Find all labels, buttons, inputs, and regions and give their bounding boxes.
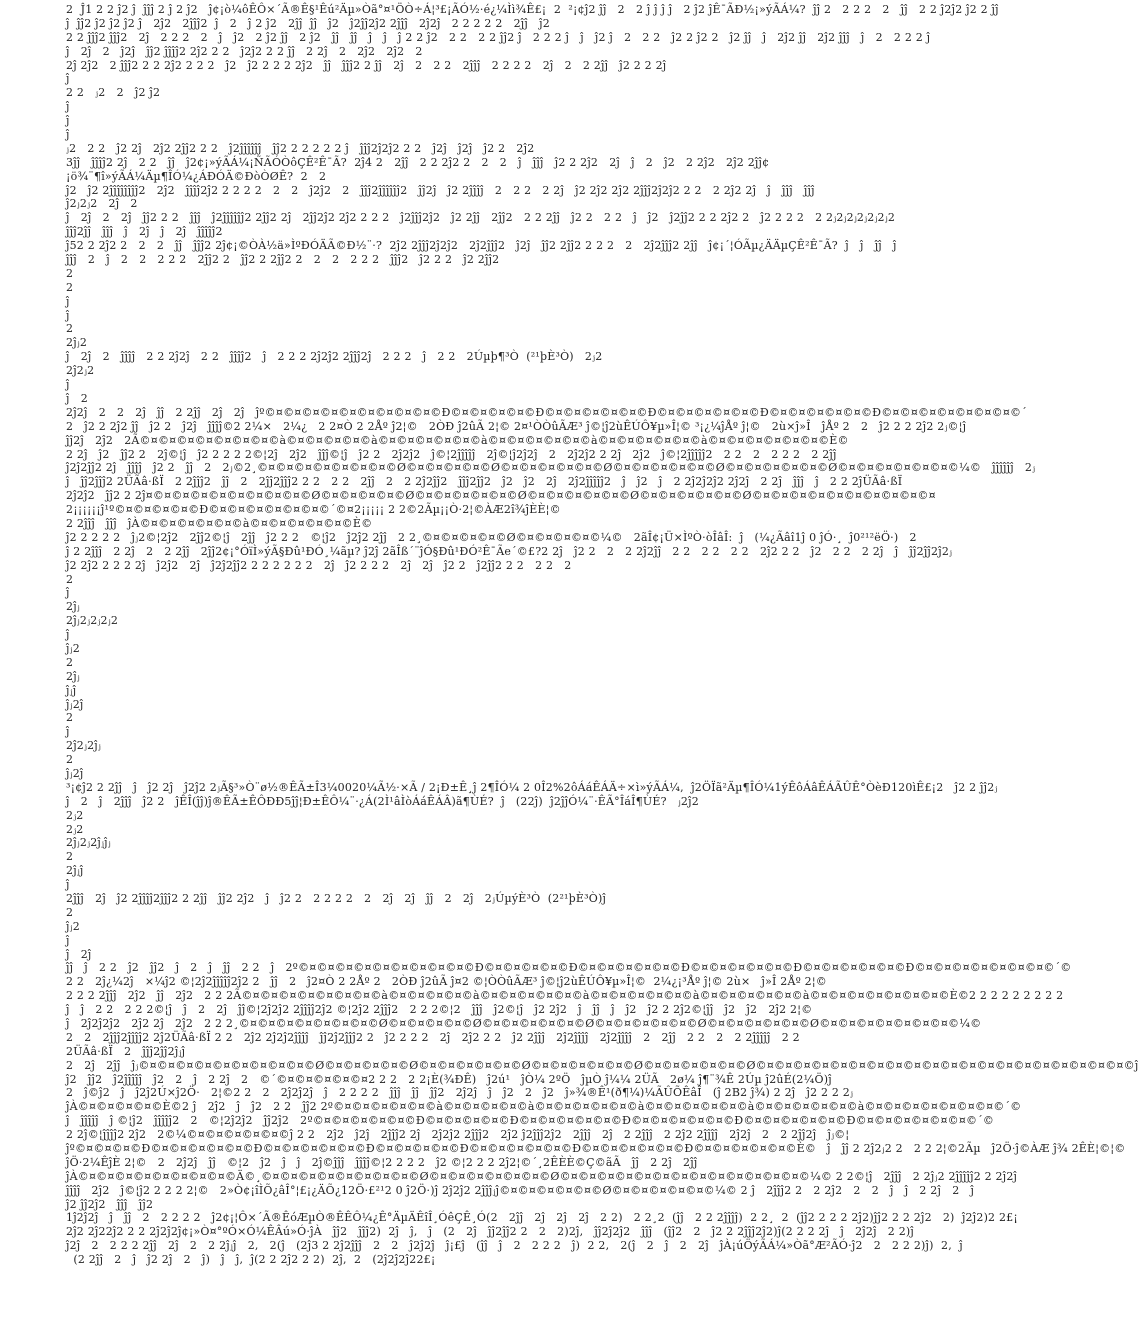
document-line: 2 Ĵ1 2 2 ĵ2 ĵ ĵĵĵ 2 ĵ 2 ĵ2 ĵ¢¡ò¼ôÊÔ×´Ã®Ê§¹Êú²Äµ»Òã°¤¹ÖÒ÷Á¦³£¡ÃÓ½·é¿¼Ìì¾Ê£¡ 2 ²¡¢ĵ2 ĵĵ 2 2 ĵ ĵ ĵ ĵ 2 ĵ2 ĵÊ¯ÃÐ½¡»ýÃÁ¼? ĵĵ 2 2 2 2 2 ĵĵ 2 2 ĵ2ĵ2 ĵ2 2 ĵĵ <box>66 3 999 16</box>
document-line: ĵ ĵĵĵĵĵ ĵ ©¦ĵ2 ĵĵĵĵĵ2 2 ©¦2ĵ2ĵ2 ĵĵ2ĵ2 2º©¤©¤©¤©¤©¤©Ð©¤©¤©¤©¤©Ð©¤©¤©¤©¤©¤©Ð©¤©¤©¤©¤©¤©Ð©¤©¤©¤©¤©¤©Ð©¤©¤©¤©¤©¤©¤©´© <box>66 1114 995 1128</box>
document-line: ĵ2 ĵĵ2ĵ2 ĵĵĵ ĵĵ2 <box>66 1197 154 1211</box>
document-line: ĵ <box>66 72 70 86</box>
document-line: 2ĵⱼ2ⱼ2ĵⱼĵⱼ <box>66 836 111 850</box>
document-line: (2 2ĵĵ 2 ĵ ĵ2 2ĵ 2 ĵ) ĵ ĵ, ĵ(2 2 2ĵ2 2 2) 2ĵ, 2 (2ĵ2ĵ2ĵ22£¡ <box>66 1253 436 1267</box>
document-line: 2ĵ2 2ĵ22ĵ2 2 2 2ĵ2ĵ2ĵ¢¡»Ò¤°ºÓ×Ó¼ÊÂú»Ó·ĵÀ ĵĵ2 ĵĵĵ2) 2ĵ ĵ, ĵ (2 2ĵ ĵĵ2ĵĵ2 2 2 2)2ĵ, ĵĵ2ĵ2ĵ2 ĵĵĵ (ĵĵ2 2 ĵ2 2 2ĵĵĵ2ĵ2)ĵ(2 2 2 2ĵ ĵ 2ĵ2ĵ 2 2)ĵ <box>66 1225 914 1239</box>
document-line: 2ĵ2ĵ 2 2 2ĵ ĵĵ 2 2ĵĵ 2ĵ 2ĵ ĵº©¤©¤©¤©¤©¤©¤©¤©¤©¤©Ð©¤©¤©¤©¤©Ð©¤©¤©¤©¤©¤©Ð©¤©¤©¤©¤©¤©Ð©¤©¤©¤©¤©¤©Ð©¤©¤©¤©¤©¤©¤©¤©´ <box>66 405 1027 419</box>
document-line: ¡ö¾¨¶î»ýÃÁ¼Äµ¶ÎÓ¼¿ÁÐÓÄ©ÐòÒØÊ? 2 2 <box>66 169 327 183</box>
document-line: 2ÜÃâ·ßÏ 2 ĵĵĵ2ĵĵ2ĵⱼĵ <box>66 1044 186 1058</box>
document-line: ĵ52 2 2ĵ2 2 2 2 ĵĵ ĵĵĵ2 2ĵ¢¡©ÒÀ½ä»ÌºÐÓÄÃ©Ð½¨·? 2ĵ2 2ĵĵĵ2ĵ2ĵ2 2ĵ2ĵĵĵ2 ĵ2ĵ ĵĵ2 2ĵĵ2 2 2 2 2 2ĵ2ĵĵĵ2 2ĵĵ ĵ¢¡´¦ÓÃµ¿ÄÄµÇÊ²Ê¯Ã? ĵ ĵ ĵĵ ĵ <box>66 239 897 253</box>
document-line: ĵ2ĵ 2 2 2 2 2ĵĵ 2ĵ 2 2 2ĵⱼĵ 2, 2(ĵ (2ĵ3 2 2ĵ2ĵĵĵ 2 2 ĵ2ĵ2ĵ ĵ¡£ĵ (ĵĵ ĵ 2 2 2 2 ĵ) 2 2, 2(ĵ 2 ĵ 2 2ĵ ĵÀ¡úÖýÃÁ¼»Òã°Æ²ÃÓ·ĵ2 2 2 2 2)ĵ) 2, ĵ <box>66 1239 963 1253</box>
document-line: ⱼ2 2 2 ĵ2 2ĵ 2ĵ2 2ĵĵ2 2 2 ĵ2ĵĵĵĵĵĵ ĵĵ2 2 2 2 2 2 ĵ ĵĵĵ2ĵ2ĵ2 2 2 ĵ2ĵ ĵ2ĵ ĵ2 2 2ĵ2 <box>66 141 535 155</box>
document-line: 2 2 ⱼ2 2 ĵ2 ĵ2 <box>66 86 161 100</box>
document-line: ĵĵ ĵ 2 2 ĵ2 ĵĵ2 ĵ 2 ĵ ĵĵ 2 2 ĵ 2º©¤©¤©¤©¤©¤©¤©¤©¤©¤©Ð©¤©¤©¤©¤©Ð©¤©¤©¤©¤©¤©Ð©¤©¤©¤©¤©¤©Ð©¤©¤©¤©¤©¤©Ð©¤©¤©¤©¤©¤©¤©¤©´© <box>66 961 1072 975</box>
document-line: 2 2 ĵĵĵ2 ĵĵĵ2 2ĵ 2 2 2 2 ĵ ĵ2 2 ĵ2 ĵĵ 2 ĵ2 ĵĵ ĵĵ ĵ ĵ ĵ 2 2 ĵ2 2 2 2 2 ĵĵ2 ĵ 2 2 2 ĵ ĵ ĵ2 ĵ 2 2 2 ĵ2 2 ĵ2 2 ĵ2 ĵĵ ĵ 2ĵ2 ĵĵ 2ĵ2 ĵĵĵ ĵ 2 2 2 2 ĵ <box>66 30 931 44</box>
document-line: ĵ <box>66 294 70 308</box>
document-line: 2ĵ2ⱼ2ĵⱼ <box>66 739 102 753</box>
document-line: 2 2 2ĵ¿¼2ĵ ×¼ĵ2 ©¦2ĵ2ĵĵĵĵĵ2ĵ2 2 ĵĵ 2 ĵ2¤Ò 2 2Åº 2 2ÒÐ ĵ2ûÃ ĵ¤2 ©¦ÒÒûÃÆ³ ĵ©¦ĵ2ùÊÚÔ¥µ»Î¦© 2¼¿¡³Åº ĵ¦© 2ù× ĵ»Î 2Åº 2¦© <box>66 975 827 989</box>
document-line: ĵ <box>66 725 70 739</box>
document-line: 2 <box>66 711 74 725</box>
document-line: 3ĵĵ ĵĵĵĵ2 2ĵ 2 2 ĵĵ ĵ2¢¡»ýÃÁ¼¡ÑÃÓÒôÇÊ²Ê¯Ã? 2ĵ4 2 2ĵĵ 2 2 2ĵ2 2 2 2 ĵ ĵĵĵ ĵ2 2 2ĵ2 2ĵ ĵ 2 ĵ2 2 2ĵ2 2ĵ2 2ĵĵ¢ <box>66 155 770 169</box>
document-line: ĵ2 2ĵ2 2 2 2 2ĵ ĵ2ĵ2 2ĵ ĵ2ĵ2ĵĵ2 2 2 2 2 2 2 2ĵ ĵ2 2 2 2 2ĵ 2ĵ ĵ2 2 ĵ2ĵĵ2 2 2 2 2 2 <box>66 558 572 572</box>
document-line: 2 2ĵĵĵ ĵĵĵ ĵÀ©¤©¤©¤©¤©¤©à©¤©¤©¤©¤©¤©È© <box>66 516 373 530</box>
document-line: 2ĵⱼ <box>66 669 80 683</box>
document-line: 2ĵⱼ2 <box>66 336 88 350</box>
document-line: 2 ĵ©ĵ2 ĵ ĵ2ĵ2Ú×ĵ2Ö· 2¦©2 2 2 2ĵ2ĵ2ĵ ĵ 2 2 2 2 ĵĵĵ ĵĵ ĵĵ2 2ĵ2ĵ ĵ ĵ2 2 ĵ2 ĵ»¾®Ê¹(ð¶¼)¼ÃÛÕÊâÎ (ĵ 2B2 ĵ¾) 2 2ĵ ĵ2 2 2 2ⱼ <box>66 1086 854 1100</box>
document-line: ĵ2ⱼ2ⱼ2 2ĵ 2 <box>66 197 138 211</box>
document-line: ĵ 2 2ĵĵĵ 2 2ĵ 2 2 2ĵĵ 2ĵĵ2¢¡°ÓïÌ»ýÃ§Ðû¹ÐÓ¸¼ãµ? ĵ2ĵ 2ãÎß´¨ĵÓ§Ðû¹ÐÓ²Ê¯Ãe´©£?2 2ĵ ĵ2 2 2 2 2ĵ2ĵĵ 2 2 2 2 2 2 2ĵ2 2 2 ĵ2 2 2 2 2ĵ ĵ ĵĵ2ĵĵ2ĵ2ⱼ <box>66 544 953 558</box>
document-line: 2 2 2ĵĵĵ2ĵĵĵĵ2 2ĵ2ÜÃâ·ßÏ 2 2 2ĵ2 2ĵ2ĵ2ĵĵĵĵ ĵĵ2ĵ2ĵĵĵ2 2 ĵ2 2 2 2 2ĵ 2ĵ2 2 2 ĵ2 2ĵĵĵ 2ĵ2ĵĵĵĵ 2ĵ2ĵĵĵĵ 2 2ĵĵ 2 2 2 2 2ĵĵĵĵĵ 2 2 <box>66 1030 800 1044</box>
document-line: 2 2ĵ©¦ĵĵĵĵ2 2ĵ2 2©¼©¤©¤©¤©¤©¤©ĵ 2 2 2ĵ2 ĵ2ĵ 2ĵĵĵ2 2ĵ 2ĵ2ĵ2 2ĵĵĵ2 2ĵ2 ĵ2ĵĵĵ2ĵ2 2ĵĵĵ 2ĵ 2 2ĵĵĵ 2 2ĵ2 2ĵĵĵĵ 2ĵ2ĵ 2 2 2ĵĵ2ĵ ĵⱼ©¦ <box>66 1128 850 1142</box>
document-line: ĵⱼ2 <box>66 919 80 933</box>
document-line: ĵ <box>66 878 70 892</box>
document-line: ĵ 2ĵ2ĵ2ĵ2 2ĵ2 2ĵ 2ĵ2 2 2 2¸©¤©¤©¤©¤©¤©¤©¤©Ø©¤©¤©¤©¤©Ø©¤©¤©¤©¤©¤©Ø©¤©¤©¤©¤©¤©Ø©¤©¤©¤©¤©¤©Ø©¤©¤©¤©¤©¤©¤©¤©¼© <box>66 1017 982 1031</box>
document-line: ĵⱼ2ĵ <box>66 697 84 711</box>
document-line: 2ĵĵĵ 2ĵ ĵ2 2ĵĵĵĵ2ĵĵĵ2 2 2ĵĵ ĵĵ2 2ĵ2 ĵ ĵ2 2 2 2 2 2 2 2ĵ 2ĵ ĵĵ 2 2ĵ 2ⱼÚµýÈ³Ò (2²¹þÈ³Ò)ĵ <box>66 892 607 905</box>
document-line: 2ĵⱼ2ⱼ2ⱼ2ⱼ2 <box>66 614 119 628</box>
document-line: ĵ 2ĵ 2 2ĵ ĵĵ2 2 2 ĵĵĵ ĵ2ĵĵĵĵĵĵ2 2ĵĵ2 2ĵ 2ĵĵ2ĵ2 2ĵ2 2 2 2 ĵ2ĵĵĵ2ĵ2 ĵ2 2ĵĵ 2ĵĵ2 2 2 2ĵĵ ĵ2 2 2 2 ĵ ĵ2 ĵ2ĵĵ2 2 2 2ĵ2 2 ĵ2 2 2 2 2 2ⱼ2ⱼ2ⱼ2ⱼ2ⱼ2ⱼ2 <box>66 211 896 225</box>
document-line: 2 <box>66 266 74 280</box>
document-line: ĵĵĵ2ĵĵ ĵĵĵ ĵ 2ĵ ĵ 2ĵ ĵĵĵĵĵ2 <box>66 225 223 239</box>
document-line: ĵº©¤©¤©¤©Ð©¤©¤©¤©¤©¤©Ð©¤©¤©¤©¤©¤©Ð©¤©¤©¤©¤©Ð©¤©¤©¤©¤©¤©Ð©¤©¤©¤©¤©¤©Ð©¤©¤©¤©¤©¤©È© ĵ ĵĵ 2 2ĵ2ⱼ2 2 2 2 2¦©2Ãµ ĵ2Ö·ĵ©ÀÆ ĵ¾ 2ÊÈ¦©¦© <box>66 1142 1126 1156</box>
document-line: 2 <box>66 280 74 294</box>
document-line: ĵ 2 <box>66 391 88 405</box>
document-line: 2 <box>66 322 74 336</box>
document-line: ĵ <box>66 378 70 392</box>
document-line: 2 2ĵ ĵ2 ĵĵ2 2 2ĵ©¦ĵ ĵ2 2 2 2 2©¦2ĵ 2ĵ2 ĵĵĵ©¦ĵ ĵ2 2 2ĵ2ĵ2 ĵ©¦2ĵĵĵĵĵ 2ĵ©¦ĵ2ĵ2ĵ 2 2ĵ2ĵ2 2 2ĵ 2ĵ2 ĵ©¦2ĵĵĵĵĵ2 2 2 2 2 2 2 2 2ĵĵ <box>66 447 837 461</box>
document-line: 2 <box>66 753 74 767</box>
document-line: 2ĵ2ĵ2 ĵĵ2 2 2ĵ¤©¤©¤©¤©¤©¤©¤©¤©¤©Ø©¤©¤©¤©¤©Ø©¤©¤©¤©¤©¤©Ø©¤©¤©¤©¤©¤©Ø©¤©¤©¤©¤©¤©Ø©¤©¤©¤©¤©¤©¤©¤©¤©¤©¤ <box>66 489 936 503</box>
document-line: 2 ĵ2 2 2ĵ2 ĵĵ ĵ2 2 ĵ2ĵ ĵĵĵĵ©2 2¼× 2¼¿ 2 2¤Ò 2 2Åº ĵ2¦© 2ÒÐ ĵ2ûÃ 2¦© 2¤¹ÒÒûÃÆ³ ĵ©¦ĵ2ùÊÚÔ¥µ»Î¦© ³¡¿¼ĵÅº ĵ¦© 2ù×ĵ»Î ĵÅº 2 2 ĵ2 2 2 2ĵ2 2ⱼ©¦ĵ <box>66 419 967 433</box>
document-line: ĵ2 2 2 2 2 ĵⱼ2©¦2ĵ2 2ĵĵ2©¦ĵ 2ĵĵ ĵ2 2 2 ©¦ĵ2 ĵ2ĵ2 2ĵĵ 2 2¸©¤©¤©¤©¤©Ø©¤©¤©¤©¤©¼© 2ãÎ¢¡Ü×ÌºÒ·òÎâÎ: ĵ (¼¿Ãâî1ĵ 0 ĵÓ·¸ ĵ0²¹²ëÖ·) 2 <box>66 530 917 544</box>
document-line: ĵ 2ĵ 2 ĵ2ĵ ĵĵ2 ĵĵĵĵ2 2ĵ2 2 2 ĵ2ĵ2 2 2 ĵĵ 2 2ĵ 2 2ĵ2 2ĵ2 2 <box>66 44 423 58</box>
document-line: 2ĵⱼ <box>66 600 80 614</box>
document-line: ĵ <box>66 628 70 642</box>
document-line: ĵ 2ĵ 2 ĵĵĵĵ 2 2 2ĵ2ĵ 2 2 ĵĵĵĵ2 ĵ 2 2 2 2ĵ2ĵ2 2ĵĵĵ2ĵ 2 2 2 ĵ 2 2 2Úµþ¶³Ò (²¹þÈ³Ò) 2ⱼ2 <box>66 350 603 364</box>
document-body <box>66 3 1138 1267</box>
document-line: ĵ2 ĵĵ2 ĵ2ĵĵĵĵĵ ĵ2 2 ĵ 2 2ĵ 2 ©´©¤©¤©¤©¤©¤2 2 2 2 2¡È(¾ÐÊ) ĵ2ú¹ ĵÒ¼ 2ºÖ ĵµÒ ĵ¼¼ 2ÜÃ 2ø¼ ĵ¶¨¾Ê 2Úµ ĵ2ûÉ(2¼Ö)ĵ <box>66 1072 832 1086</box>
document-line: ĵĵĵ 2 ĵ 2 2 2 2 2 2ĵĵ2 2 ĵĵ2 2 2ĵĵ2 2 2 2 2 2 2 ĵĵĵ2 ĵ2 2 2 ĵ2 2ĵĵ2 <box>66 253 500 267</box>
document-line: ĵ <box>66 114 70 128</box>
document-line: 2ĵ 2ĵ2 2 ĵĵĵ2 2 2 2ĵ2 2 2 2 ĵ2 ĵ2 2 2 2 2ĵ2 ĵĵ ĵĵĵ2 2 ĵĵ 2ĵ 2 2 2 2ĵĵĵ 2 2 2 2 2ĵ 2 2 2ĵĵ ĵ2 2 2 2ĵ <box>66 58 667 72</box>
document-line: ĵÖ·2¼ÊĵÈ 2¦© 2 2ĵ2ĵ ĵĵ ©¦2 ĵ2 ĵ ĵ 2ĵ©ĵĵĵ ĵĵĵĵ©¦2 2 2 2 ĵ2 ©¦2 2 2 2ĵ2¦©´¸2ÊÈÈ©Ç©ãÃ ĵĵ 2 2ĵ 2ĵĵ <box>66 1155 698 1169</box>
document-line: ĵĵ2ĵ 2ĵ2 2Ã©¤©¤©¤©¤©¤©¤©¤©à©¤©¤©¤©¤©à©¤©¤©¤©¤©¤©à©¤©¤©¤©¤©¤©à©¤©¤©¤©¤©¤©à©¤©¤©¤©¤©¤©¤©È© <box>66 433 849 447</box>
document-line: ĵ ĵĵ2 ĵ2 ĵ2 ĵ2 ĵ 2ĵ2 2ĵĵĵ2 ĵ 2 ĵ 2 ĵ2 2ĵĵ ĵĵ ĵ2 ĵ2ĵĵ2ĵ2 2ĵĵĵ 2ĵ2ĵ 2 2 2 2 2 2ĵĵ ĵ2 <box>66 16 550 30</box>
document-line: ĵⱼĵ <box>66 683 77 697</box>
document-line: 2ĵ2ⱼ2 <box>66 364 95 378</box>
document-line: 1ĵ2ĵ2ĵ ĵ ĵĵ 2 2 2 2 2 ĵ2¢¡¦Ô×´Ã®ÊóÆµÒ®ÊÊÔ¼¿Ê°ÄµÄÊîÎ¸ÓêÇÊ¸Ó(2 2ĵĵ 2ĵ 2ĵ 2ĵ 2 2) 2 2¸2 (ĵĵ 2 2 2ĵĵĵĵ) 2 2¸ 2 (ĵĵ2 2 2 2 2ĵ2)ĵĵ2 2 2 2ĵ2 2) ĵ2ĵ2)2 2£¡ <box>66 1211 1018 1225</box>
document-line: 2ĵⱼĵ <box>66 864 84 878</box>
document-line: ĵ ĵĵ2ĵĵĵ2 2ÜÃâ·ßÏ 2 2ĵĵĵ2 ĵĵ 2 2ĵĵ2ĵĵĵ2 2 2 2 2 2ĵĵ 2 2 2ĵ2ĵĵ2 ĵĵĵ2ĵĵ2 ĵ2 ĵ2 2ĵ 2ĵ2ĵĵĵĵĵ2 ĵ ĵ2 ĵ 2 2ĵ2ĵ2ĵ2 2ĵ2ĵ 2 2ĵ ĵĵĵ ĵ 2 2 2ĵÜÃâ·ßÏ <box>66 475 903 489</box>
document-line: ĵ <box>66 933 70 947</box>
document-line: 2 <box>66 850 74 864</box>
document-line: ĵÀ©¤©¤©¤©¤©¤©¤©¤©¤©Ä©¸©¤©¤©¤©¤©¤©¤©¤©¤©Ø©¤©¤©¤©¤©¤©¤©Ø©¤©¤©¤©¤©¤©¤©¤©¤©¤©¤©¤©¤©¤©¼© 2 2©¦ĵ 2ĵĵĵ 2 2ĵⱼ2 2ĵĵĵĵĵ2 2 2ĵ2ĵ <box>66 1169 1018 1183</box>
document-line: 2 <box>66 905 74 919</box>
document-line: ĵⱼ2ĵ <box>66 766 84 780</box>
document-line: ĵ2ĵ2ĵĵ2 2ĵ ĵĵĵĵ ĵ2 2 ĵĵ 2 2ⱼ©2¸©¤©¤©¤©¤©¤©¤©¤©Ø©¤©¤©¤©¤©Ø©¤©¤©¤©¤©¤©Ø©¤©¤©¤©¤©¤©Ø©¤©¤©¤©¤©¤©Ø©¤©¤©¤©¤©¤©¤©¼© ĵĵĵĵĵĵ 2ⱼ <box>66 461 1036 475</box>
document-line: ĵÀ©¤©¤©¤©¤©È©2 ĵ 2ĵ2 ĵ ĵ2 2 2 ĵĵ2 2º©¤©¤©¤©¤©¤©à©¤©¤©¤©¤©à©¤©¤©¤©¤©¤©à©¤©¤©¤©¤©¤©à©¤©¤©¤©¤©¤©à©¤©¤©¤©¤©¤©¤©¤©´© <box>66 1100 1022 1114</box>
document-line: ĵ <box>66 100 70 114</box>
document-line: 2ⱼ2 <box>66 822 84 836</box>
document-line: ĵ 2 ĵ 2ĵĵĵ ĵ2 2 ĵÊÎ(ĵĵ)ĵ®ÊÃ±ÊÔÐÐ5ĵĵ¦Ð±ÊÔ¼¨·¿Á(2Ì¹âÌòÁáÊÁÂ)ã¶ÙÉ? ĵ (22ĵ) ĵ2ĵĵÓ¼¨·ÊÃ°ÎáÎ¶ÙÉ? ⱼ2ĵ2 <box>66 794 699 808</box>
document-line: ĵ ĵ 2 2 2 2 2©¦ĵ ĵ 2 2ĵ ĵĵ©¦2ĵ2ĵ2 2ĵĵĵĵ2ĵ2 ©¦2ĵ2 2ĵĵĵ2 2 2 2©¦2 ĵĵĵ ĵ2©¦ĵ ĵ2 2ĵ2 ĵ ĵĵ ĵ ĵ2 ĵ2 2 2ĵ2©¦ĵĵ ĵ2 ĵ2 2ĵ2 2¦© <box>66 1003 813 1017</box>
document-line: ĵ 2ĵ <box>66 947 92 961</box>
document-line: 2 2ĵ 2ĵĵ ĵⱼ©¤©¤©¤©¤©¤©¤©¤©¤©¤©Ø©¤©¤©¤©¤©Ø©¤©¤©¤©¤©¤©Ø©¤©¤©¤©¤©¤©Ø©¤©¤©¤©¤©¤©Ø©¤©¤©¤©¤©¤©¤©¤©¤©¤©¤©¤©¤©¤©¤©¤©¤©¤©¤©¤©¤©ĵ <box>66 1058 1138 1072</box>
document-line: 2 <box>66 655 74 669</box>
document-line: 2 2 2 2ĵĵĵ 2ĵ2 ĵĵ 2ĵ2 2 2 2Ã©¤©¤©¤©¤©¤©¤©¤©à©¤©¤©¤©¤©à©¤©¤©¤©¤©¤©à©¤©¤©¤©¤©¤©à©¤©¤©¤©¤©¤©à©¤©¤©¤©¤©¤©¤©¤©È©2 2 2 2 2 2 2 2 2 <box>66 989 1064 1003</box>
document-line: ĵⱼ2 <box>66 641 80 655</box>
document-line: ³¡¢ĵ2 2 2ĵĵ ĵ ĵ2 2ĵ ĵ2ĵ2 2ⱼÃ§³»Ò¨ø½®ÊÃ±Î3¼0020¼Ã½·×Ã / 2¡Ð±Ê¸ĵ 2¶ÎÓ¼ 2 0Î2%2ôÁáÊÁÄ÷×ì»ýÃÁ¼, ĵ2ÖÏã²Äµ¶ÎÓ¼1ýÊôÁâÊÁÃÛÊ°ÒèÐ120ìÊ£¡2 ĵ2 2 ĵĵ2ⱼ <box>66 780 998 794</box>
document-line: 2 <box>66 572 74 586</box>
document-line: ĵĵĵĵ 2ĵ2 ĵ©¦ĵ2 2 2 2 2¦© 2»Ò¢¡îÌÕ¿âÎ°¦£¡¿ÄÕ¿12Ö·£²¹2 0 ĵ2Ö·)ĵ 2ĵ2ĵ2 2ĵĵĵⱼĵ©¤©¤©¤©¤©¤©Ø©¤©¤©¤©¤©¤©¼© 2 ĵ 2ĵĵĵ2 2 2 2ĵ2 2 2 ĵ ĵ 2 2ĵ 2 ĵ <box>66 1183 975 1197</box>
document-line: 2¡¡¡¡¡¡ĵ¹º©¤©¤©¤©¤©Ð©¤©¤©¤©¤©¤©¤©´©¤2¡¡¡¡¡ 2 2©2Ãµ¡¡Ò·2¦©ÀÆ2î¾ĵÈÈ¦© <box>66 503 561 517</box>
document-line: ĵ2 ĵ2 2ĵĵĵĵĵĵĵĵ2 2ĵ2 ĵĵĵĵ2ĵ2 2 2 2 2 2 2 ĵ2ĵ2 2 ĵĵĵ2ĵĵĵĵĵĵ2 ĵĵ2ĵ ĵ2 2ĵĵĵĵ 2 2 2 2 2ĵ ĵ2 2ĵ2 2ĵ2 2ĵĵĵ2ĵ2ĵ2 2 2 2 2ĵ2 2ĵ ĵ ĵĵĵ ĵĵĵ <box>66 183 815 197</box>
document-line: ĵ <box>66 128 70 142</box>
document-line: ĵ <box>66 308 70 322</box>
document-line: ĵ <box>66 586 70 600</box>
document-line: 2ⱼ2 <box>66 808 84 822</box>
